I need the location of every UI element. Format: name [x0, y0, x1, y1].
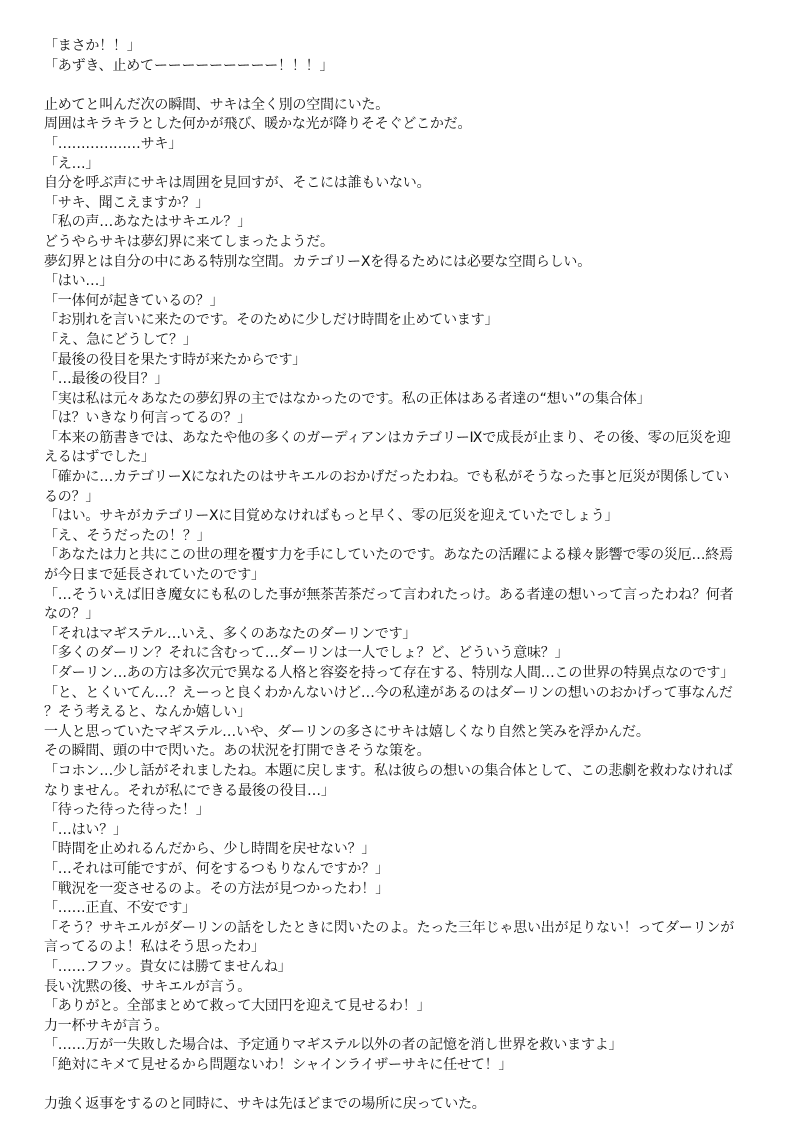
- blank-line: [44, 76, 756, 96]
- text-line: 周囲はキラキラとした何かが飛び、暖かな光が降りそそぐどこかだ。: [44, 116, 472, 133]
- text-line: 言ってるのよ！私はそう思ったわ」: [44, 939, 265, 956]
- text-line: 「…はい？」: [44, 821, 127, 838]
- text-line: が今日まで延長されていたのです」: [44, 567, 265, 584]
- text-line: 「………………サキ」: [44, 135, 182, 152]
- text-line: 「それはマギステル…いえ、多くのあなたのダーリンです」: [44, 625, 417, 642]
- text-line: 「と、とくいてん…？えーっと良くわかんないけど…今の私達があるのはダーリンの想いのおかげって事なんだ: [44, 684, 733, 701]
- text-line: 力強く返事をするのと同時に、サキは先ほどまでの場所に戻っていた。: [44, 1096, 486, 1113]
- text-line: 「待った待った待った！」: [44, 802, 210, 819]
- text-line: 「絶対にキメて見せるから問題ないわ！シャインライザーサキに任せて！」: [44, 1056, 513, 1073]
- story-text: [44, 37, 756, 1115]
- text-line: 一人と思っていたマギステル…いや、ダーリンの多さにサキは嬉しくなり自然と笑みを浮かんだ。: [44, 723, 650, 740]
- text-line: 「ありがと。全部まとめて救って大団円を迎えて見せるわ！」: [44, 998, 431, 1015]
- text-line: 自分を呼ぶ声にサキは周囲を見回すが、そこには誰もいない。: [44, 175, 431, 192]
- text-line: えるはずでした」: [44, 449, 155, 466]
- text-line: 「はい…」: [44, 273, 113, 290]
- text-line: 「サキ、聞こえますか？」: [44, 194, 210, 211]
- text-line: 「…そういえば旧き魔女にも私のした事が無茶苦茶だって言われたっけ。ある者達の想いって言ったわね？何者: [44, 586, 734, 603]
- text-line: 「本来の筋書きでは、あなたや他の多くのガーディアンはカテゴリーⅨで成長が止まり、その後、零の厄災を迎: [44, 429, 731, 446]
- text-line: 「え…」: [44, 155, 100, 172]
- blank-line: [44, 1075, 756, 1095]
- text-line: 「お別れを言いに来たのです。そのために少しだけ時間を止めています」: [44, 312, 499, 329]
- text-line: 夢幻界とは自分の中にある特別な空間。カテゴリーⅩを得るためには必要な空間らしい。: [44, 253, 592, 270]
- text-line: 「ダーリン…あの方は多次元で異なる人格と容姿を持って存在する、特別な人間…この世界の特異点なのです」: [44, 665, 734, 681]
- text-line: 「最後の役目を果たす時が来たからです」: [44, 351, 307, 368]
- text-line: なの？」: [44, 606, 100, 623]
- text-line: 「……正直、不安です」: [44, 900, 196, 917]
- text-line: 「え、そうだったの！？」: [44, 527, 211, 544]
- text-line: 「私の声…あなたはサキエル？」: [44, 214, 251, 231]
- text-line: 「……フフッ。貴女には勝てませんね」: [44, 958, 292, 975]
- text-line: 「あずき、止めてーーーーーーーーー！！！」: [44, 57, 334, 74]
- text-line: なりません。それが私にできる最後の役目…」: [44, 782, 335, 799]
- text-line: 「まさか！！」: [44, 38, 141, 54]
- text-line: 「一体何が起きているの？」: [44, 292, 224, 309]
- text-line: 「はい。サキがカテゴリーⅩに目覚めなければもっと早く、零の厄災を迎えていたでしょう」: [44, 508, 619, 525]
- text-line: 止めてと叫んだ次の瞬間、サキは全く別の空間にいた。: [44, 96, 389, 113]
- text-line: 力一杯サキが言う。: [44, 1017, 169, 1034]
- text-line: 「あなたは力と共にこの世の理を覆す力を手にしていたのです。あなたの活躍による様々影響で零の災厄…終焉: [44, 547, 733, 564]
- text-line: 「時間を止めれるんだから、少し時間を戻せない？」: [44, 841, 376, 858]
- text-line: 長い沈黙の後、サキエルが言う。: [44, 978, 251, 995]
- text-line: 「戦況を一変させるのよ。その方法が見つかったわ！」: [44, 880, 389, 897]
- text-line: 「…最後の役目？」: [44, 371, 169, 388]
- text-line: ？そう考えると、なんか嬉しい」: [44, 704, 251, 721]
- text-line: 「多くのダーリン？それに含むって…ダーリンは一人でしょ？ど、どういう意味？」: [44, 645, 569, 662]
- text-line: どうやらサキは夢幻界に来てしまったようだ。: [44, 233, 334, 250]
- text-line: 「そう？サキエルがダーリンの話をしたときに閃いたのよ。たった三年じゃ思い出が足りない！ってダーリンが: [44, 919, 734, 936]
- text-line: 「実は私は元々あなたの夢幻界の主ではなかったのです。私の正体はある者達の“想い”の集合体」: [44, 390, 651, 407]
- text-line: その瞬間、頭の中で閃いた。あの状況を打開できそうな策を。: [44, 743, 431, 760]
- text-line: るの？」: [44, 488, 100, 505]
- text-line: 「……万が一失敗した場合は、予定通りマギステル以外の者の記憶を消し世界を救いますよ」: [44, 1037, 623, 1054]
- text-line: 「コホン…少し話がそれましたね。本題に戻します。私は彼らの想いの集合体として、この悲劇を救わなければ: [44, 762, 733, 779]
- text-line: 「確かに…カテゴリーⅩになれたのはサキエルのおかげだったわね。でも私がそうなった事と厄災が関係してい: [44, 469, 730, 486]
- text-line: 「…それは可能ですが、何をするつもりなんですか？」: [44, 860, 389, 877]
- text-line: 「は？いきなり何言ってるの？」: [44, 410, 251, 427]
- text-line: 「え、急にどうして？」: [44, 331, 197, 348]
